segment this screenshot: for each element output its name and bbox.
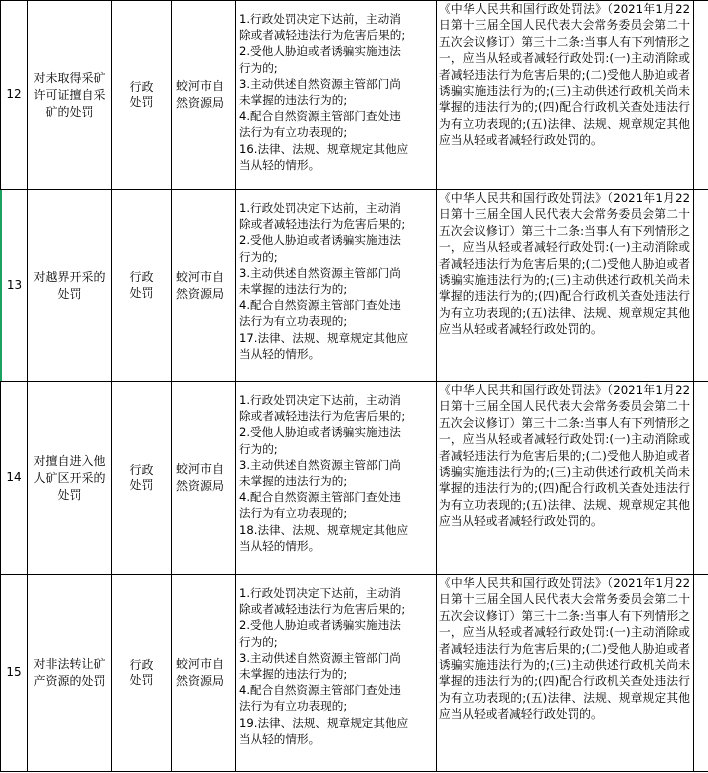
condition-line: 2.受他人胁迫或者诱骗实施违法 bbox=[239, 618, 401, 633]
condition-line: 4.配合自然资源主管部门查处违 bbox=[239, 109, 401, 124]
condition-line: 1.行政处罚决定下达前，主动消 bbox=[239, 586, 401, 600]
condition-line: 除或者减轻违法行为危害后果的; bbox=[239, 409, 406, 424]
item-name: 对擅自进入他人矿区开采的处罚 bbox=[33, 453, 106, 502]
condition-line: 16.法律、法规、规章规定其他应 bbox=[239, 141, 409, 156]
legal-basis-text: 《中华人民共和国行政处罚法》（2021年1月22日第十三届全国人民代表大会常务委员会第二十五次会议修订）第三十二条:当事人有下列情形之一，应当从轻或者减轻行政处罚:(一)主动消除或者减轻违法行为危害后果的;(二)受他人胁迫或者诱骗实施违法行为的;(三)主动供述行政机关尚未掌握的违法行为的;(四)配合行政机关查处违法行为有立功表现的;(五)法律、法规、规章规定其他应当从轻或者减轻行政处罚的。 bbox=[439, 2, 690, 148]
item-name: 对非法转让矿产资源的处罚 bbox=[33, 657, 106, 688]
department-cell[interactable] bbox=[172, 382, 236, 574]
conditions-cell[interactable] bbox=[236, 575, 437, 771]
conditions-cell[interactable] bbox=[236, 1, 437, 189]
department: 蛟河市自然资源局 bbox=[176, 462, 225, 493]
item-name: 对未取得采矿许可证擅自采矿的处罚 bbox=[33, 70, 106, 119]
condition-line: 行为的; bbox=[239, 441, 278, 456]
condition-line: 法行为有立功表现的; bbox=[239, 125, 348, 140]
condition-line: 除或者减轻违法行为危害后果的; bbox=[239, 217, 406, 232]
condition-line: 法行为有立功表现的; bbox=[239, 314, 348, 329]
legal-basis-text: 《中华人民共和国行政处罚法》（2021年1月22日第十三届全国人民代表大会常务委员会第二十五次会议修订）第三十二条:当事人有下列情形之一，应当从轻或者减轻行政处罚:(一)主动消除或者减轻违法行为危害后果的;(二)受他人胁迫或者诱骗实施违法行为的;(三)主动供述行政机关尚未掌握的违法行为的;(四)配合行政机关查处违法行为有立功表现的;(五)法律、法规、规章规定其他应当从轻或者减轻行政处罚的。 bbox=[439, 383, 690, 529]
penalty-type-cell[interactable] bbox=[112, 382, 172, 574]
legal-basis-cell[interactable] bbox=[437, 1, 694, 189]
legal-basis-text: 《中华人民共和国行政处罚法》（2021年1月22日第十三届全国人民代表大会常务委员会第二十五次会议修订）第三十二条:当事人有下列情形之一，应当从轻或者减轻行政处罚:(一)主动消除或者减轻违法行为危害后果的;(二)受他人胁迫或者诱骗实施违法行为的;(三)主动供述行政机关尚未掌握的违法行为的;(四)配合行政机关查处违法行为有立功表现的;(五)法律、法规、规章规定其他应当从轻或者减轻行政处罚的。 bbox=[439, 191, 690, 337]
condition-line: 法行为有立功表现的; bbox=[239, 506, 348, 521]
row-number-cell[interactable] bbox=[0, 190, 28, 381]
condition-line: 4.配合自然资源主管部门查处违 bbox=[239, 298, 401, 313]
condition-line: 3.主动供述自然资源主管部门尚 bbox=[239, 76, 401, 91]
condition-line: 当从轻的情形。 bbox=[239, 157, 321, 172]
condition-line: 17.法律、法规、规章规定其他应 bbox=[239, 330, 409, 345]
condition-line: 当从轻的情形。 bbox=[239, 731, 321, 746]
item-name-cell[interactable] bbox=[28, 190, 112, 381]
condition-line: 未掌握的违法行为的; bbox=[239, 667, 348, 682]
department-cell[interactable] bbox=[172, 575, 236, 771]
condition-line: 法行为有立功表现的; bbox=[239, 699, 348, 714]
conditions-cell[interactable] bbox=[236, 190, 437, 381]
penalty-type-cell[interactable] bbox=[112, 1, 172, 189]
legal-basis-cell[interactable] bbox=[437, 190, 694, 381]
condition-line: 3.主动供述自然资源主管部门尚 bbox=[239, 457, 401, 472]
department-cell[interactable] bbox=[172, 190, 236, 381]
condition-line: 行为的; bbox=[239, 60, 278, 75]
condition-line: 2.受他人胁迫或者诱骗实施违法 bbox=[239, 233, 401, 248]
row-number: 14 bbox=[6, 470, 22, 485]
department: 蛟河市自然资源局 bbox=[176, 657, 225, 688]
condition-line: 4.配合自然资源主管部门查处违 bbox=[239, 683, 401, 698]
row-number: 15 bbox=[6, 665, 22, 680]
condition-line: 行为的; bbox=[239, 634, 278, 649]
row-number-cell[interactable] bbox=[0, 575, 28, 771]
table-row[interactable] bbox=[0, 575, 708, 772]
item-name-cell[interactable] bbox=[28, 382, 112, 574]
condition-line: 2.受他人胁迫或者诱骗实施违法 bbox=[239, 425, 401, 440]
table-row[interactable] bbox=[0, 382, 708, 575]
condition-line: 未掌握的违法行为的; bbox=[239, 474, 348, 489]
legal-basis-cell[interactable] bbox=[437, 575, 694, 771]
item-name-cell[interactable] bbox=[28, 1, 112, 189]
condition-line: 当从轻的情形。 bbox=[239, 346, 321, 361]
penalty-type-cell[interactable] bbox=[112, 190, 172, 381]
item-name: 对越界开采的处罚 bbox=[33, 269, 106, 301]
condition-line: 3.主动供述自然资源主管部门尚 bbox=[239, 265, 401, 280]
condition-line: 18.法律、法规、规章规定其他应 bbox=[239, 522, 409, 537]
condition-line: 2.受他人胁迫或者诱骗实施违法 bbox=[239, 44, 401, 59]
condition-line: 19.法律、法规、规章规定其他应 bbox=[239, 715, 409, 730]
condition-line: 3.主动供述自然资源主管部门尚 bbox=[239, 650, 401, 665]
row-number: 12 bbox=[6, 87, 22, 102]
legal-basis-text: 《中华人民共和国行政处罚法》（2021年1月22日第十三届全国人民代表大会常务委员会第二十五次会议修订）第三十二条:当事人有下列情形之一，应当从轻或者减轻行政处罚:(一)主动消除或者减轻违法行为危害后果的;(二)受他人胁迫或者诱骗实施违法行为的;(三)主动供述行政机关尚未掌握的违法行为的;(四)配合行政机关查处违法行为有立功表现的;(五)法律、法规、规章规定其他应当从轻或者减轻行政处罚的。 bbox=[439, 576, 690, 722]
penalty-type: 行政处罚 bbox=[129, 657, 154, 687]
table-row[interactable] bbox=[0, 190, 708, 382]
item-name-cell[interactable] bbox=[28, 575, 112, 771]
condition-line: 行为的; bbox=[239, 249, 278, 264]
legal-basis-cell[interactable] bbox=[437, 382, 694, 574]
condition-line: 4.配合自然资源主管部门查处违 bbox=[239, 490, 401, 505]
penalty-type: 行政处罚 bbox=[129, 79, 154, 109]
penalty-type: 行政处罚 bbox=[129, 270, 154, 300]
condition-line: 除或者减轻违法行为危害后果的; bbox=[239, 602, 406, 617]
table-row[interactable] bbox=[0, 0, 708, 190]
department: 蛟河市自然资源局 bbox=[176, 269, 225, 301]
department: 蛟河市自然资源局 bbox=[176, 79, 225, 110]
row-number-cell[interactable] bbox=[0, 382, 28, 574]
condition-line: 1.行政处罚决定下达前，主动消 bbox=[239, 201, 401, 215]
condition-line: 未掌握的违法行为的; bbox=[239, 282, 348, 297]
condition-line: 1.行政处罚决定下达前，主动消 bbox=[239, 393, 401, 407]
condition-line: 未掌握的违法行为的; bbox=[239, 93, 348, 108]
department-cell[interactable] bbox=[172, 1, 236, 189]
penalty-type: 行政处罚 bbox=[129, 462, 154, 492]
conditions-cell[interactable] bbox=[236, 382, 437, 574]
condition-line: 除或者减轻违法行为危害后果的; bbox=[239, 28, 406, 43]
condition-line: 当从轻的情形。 bbox=[239, 538, 321, 553]
row-number: 13 bbox=[6, 277, 23, 292]
penalty-type-cell[interactable] bbox=[112, 575, 172, 771]
condition-line: 1.行政处罚决定下达前，主动消 bbox=[239, 12, 401, 26]
row-number-cell[interactable] bbox=[0, 1, 28, 189]
